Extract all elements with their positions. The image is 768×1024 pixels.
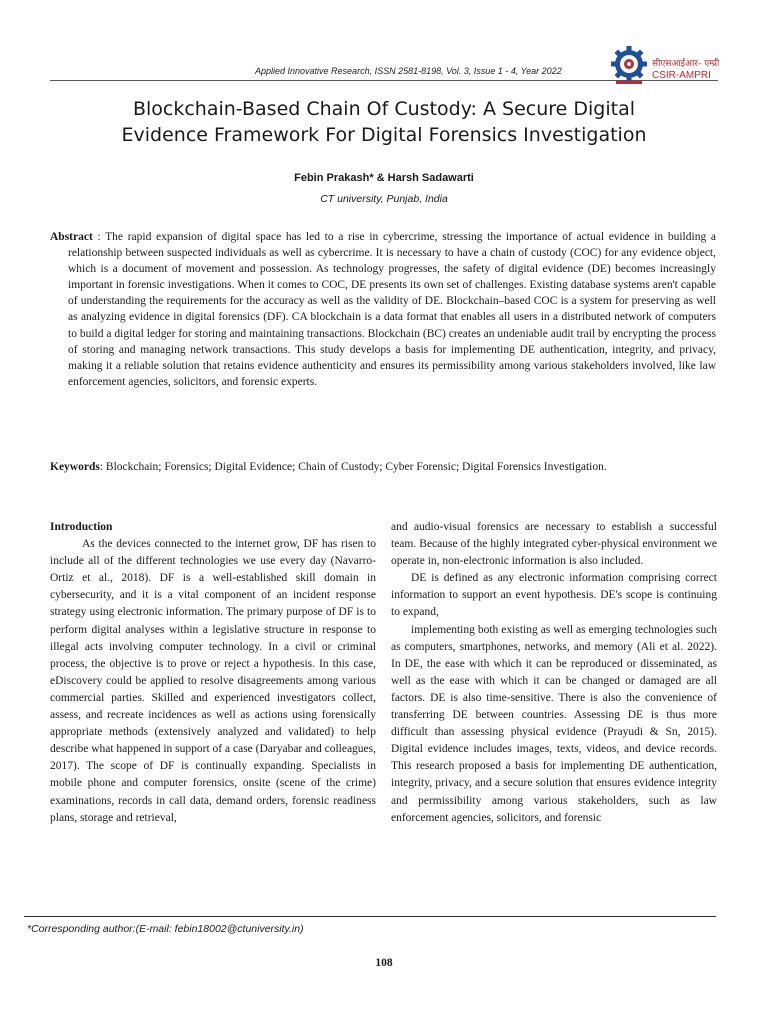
gear-emblem-icon — [610, 46, 648, 86]
abstract — [50, 229, 716, 390]
introduction-heading: Introduction — [50, 521, 113, 533]
page-number: 108 — [375, 957, 393, 969]
keywords-text: : Blockchain; Forensics; Digital Evidence; Chain of Custody; Cyber Forensic; Digital Forensics Investigation. — [99, 461, 607, 473]
logo-text: CSIR-AMPRI — [652, 70, 711, 81]
journal-header: Applied Innovative Research, ISSN 2581-8198, Vol. 3, Issue 1 - 4, Year 2022 — [255, 66, 562, 76]
affiliation: CT university, Punjab, India — [320, 193, 448, 205]
footnote-rule — [24, 916, 716, 917]
paragraph: implementing both existing as well as emerging technologies such as computers, smartphones, networks, and memory (Ali et al. 2022). In DE, the ease with which it can be reproduced or disseminated, as well as the ease with which it can be changed or damaged are all factors. DE is also time-sensitive. There is also the convenience of transferring DE between countries. Assessing DE is thus more difficult than assessing physical evidence (Prayudi & Sn, 2015). Digital evidence includes images, texts, videos, and device records. This research proposed a basis for implementing DE authentication, integrity, privacy, and a secure solution that ensures evidence integrity and permissibility among various stakeholders, such as law enforcement agencies, solicitors, and forensic — [391, 623, 717, 824]
title-line-2: Evidence Framework For Digital Forensics Investigation — [121, 124, 647, 146]
left-column — [50, 519, 376, 827]
abstract-label: Abstract — [50, 231, 93, 243]
paragraph: and audio-visual forensics are necessary to establish a successful team. Because of the highly integrated cyber-physical environment we operate in, non-electronic information is also included. — [391, 521, 717, 568]
paper-title — [60, 96, 708, 148]
paragraph: DE is defined as any electronic information comprising correct information to support an event hypothesis. DE's scope is continuing to expand, — [391, 572, 717, 619]
keywords — [50, 459, 716, 475]
right-column — [391, 519, 717, 827]
corresponding-author-footnote: *Corresponding author:(E-mail: febin18002@ctuniversity.in) — [27, 923, 304, 935]
logo-hindi-text: सीएसआईआर- एम्प्री — [652, 59, 720, 69]
abstract-text: : The rapid expansion of digital space has led to a rise in cybercrime, stressing the importance of actual evidence in building a relationship between suspected individuals as well as cybercrime. It is necessary to have a chain of custody (COC) for any evidence object, which is a document of movement and possession. As technology progresses, the safety of digital evidence (DE) becomes increasingly important in forensic investigations. When it comes to COC, DE presents its own set of challenges. Existing database systems aren't capable of understanding the requirements for the accuracy as well as the validity of DE. Blockchain–based COC is a system for preserving as well as analyzing evidence in digital forensics (DF). CA blockchain is a data format that enables all users in a distributed network of computers to build a digital ledger for storing and maintaining transactions. Blockchain (BC) creates an undeniable audit trail by encrypting the process of storing and managing network transactions. This study develops a basis for implementing DE authentication, integrity, and privacy, making it a reliable solution that retains evidence authenticity and ensures its permissibility among various stakeholders involved, like law enforcement agencies, solicitors, and forensic experts. — [68, 231, 716, 388]
authors: Febin Prakash* & Harsh Sadawarti — [294, 172, 474, 184]
keywords-label: Keywords — [50, 461, 100, 473]
csir-ampri-logo — [610, 46, 720, 90]
title-line-1: Blockchain-Based Chain Of Custody: A Secure Digital — [132, 98, 636, 120]
paragraph: As the devices connected to the internet grow, DF has risen to include all of the different technologies we use every day (Navarro-Ortiz et al., 2018). DF is a well-established skill domain in cybersecurity, and it is a vital component of an incident response strategy using electronic information. The primary purpose of DF is to perform digital analyses within a legislative structure in response to illegal acts involving computer technology. In a civil or criminal process, the objective is to prove or reject a hypothesis. In this case, eDiscovery could be applied to resolve disagreements among various commercial parties. Skilled and experienced investigators collect, assess, and recreate incidences as well as actions using forensically appropriate methods (extensively analyzed and validated) to help describe what happened in support of a case (Daryabar and colleagues, 2017). The scope of DF is continually expanding. Specialists in mobile phone and computer forensics, onsite (scene of the crime) examinations, records in call data, demand orders, forensic readiness plans, storage and retrieval, — [50, 538, 377, 824]
